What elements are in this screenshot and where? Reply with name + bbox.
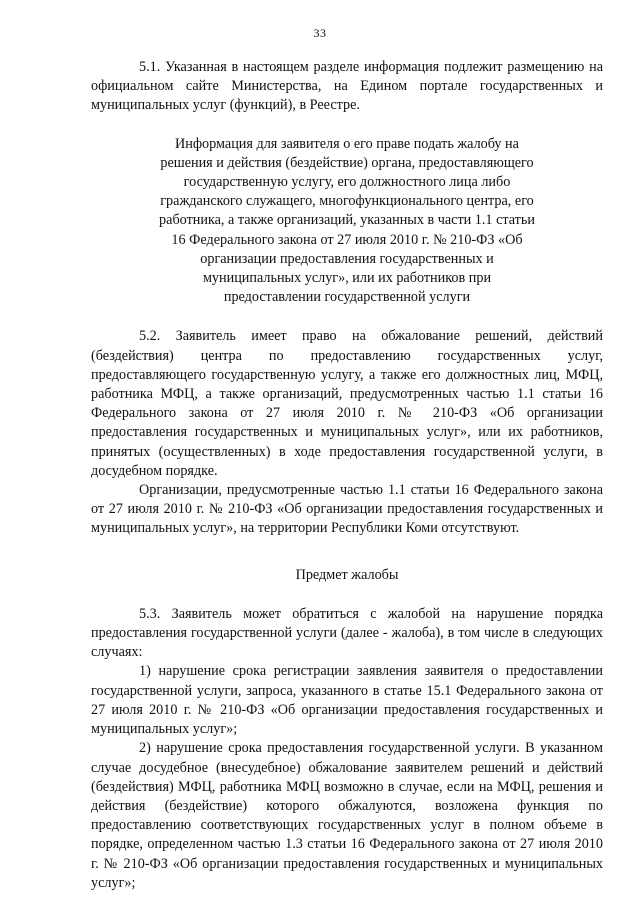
paragraph-5-1: 5.1. Указанная в настоящем разделе информация подлежит размещению на официальном сайте Министерства, на Едином портале государственных и муниципальных услуг (функций), в Реестре. bbox=[91, 59, 603, 114]
section-heading-complaint-subject: Предмет жалобы bbox=[295, 566, 399, 583]
page-number: 33 bbox=[313, 26, 327, 40]
spacer bbox=[91, 307, 603, 327]
paragraph-5-3: 5.3. Заявитель может обратиться с жалобой на нарушение порядка предоставления государственной услуги (далее - жалоба), в том числе в следующих случаях: bbox=[91, 605, 603, 661]
spacer bbox=[91, 539, 603, 566]
section-heading-complaint-right: Информация для заявителя о его праве подать жалобу на решения и действия (бездействие) органа, предоставляющего государственную услугу, его должностного лица либо гражданского служащего, многофункционального центра, его работника, а также организаций, указанных в части 1.1 статьи 16 Федерального закона от 27 июля 2010 г. № 210-ФЗ «Об организации предоставления государственных и муниципальных услуг», или их работников при предоставлении государственной услуги bbox=[159, 135, 535, 306]
spacer bbox=[91, 585, 603, 605]
list-item-2: 2) нарушение срока предоставления государственной услуги. В указанном случае досудебное (внесудебное) обжалование заявителем решений и действий (бездействия) МФЦ, работника МФЦ возможно в случае, если на МФЦ, решения и действия (бездействие) которого обжалуются, возложена функция по предоставлению соответствующих государственных услуг в полном объеме в порядке, определенном частью 1.3 статьи 16 Федерального закона от 27 июля 2010 г. № 210-ФЗ «Об организации предоставления государственных и муниципальных услуг»; bbox=[91, 740, 603, 891]
paragraph-5-2: 5.2. Заявитель имеет право на обжалование решений, действий (бездействия) центра по предоставлению государственных услуг, предоставляющего государственную услугу, а также его должностных лиц, МФЦ, работника МФЦ, а также организаций, предусмотренных частью 1.1 статьи 16 Федерального закона от 27 июля 2010 г. № 210-ФЗ «Об организации предоставления государственных и муниципальных услуг», или их работников, принятых (осуществленных) в ходе предоставления государственной услуги, в досудебном порядке. bbox=[91, 328, 603, 479]
paragraph-organizations: Организации, предусмотренные частью 1.1 статьи 16 Федерального закона от 27 июля 2010 г. № 210-ФЗ «Об организации предоставления государственных и муниципальных услуг», на территории Республики Коми отсутствуют. bbox=[91, 482, 603, 537]
page-content bbox=[91, 58, 603, 893]
spacer bbox=[91, 116, 603, 135]
list-item-1: 1) нарушение срока регистрации заявления заявителя о предоставлении государственной услуги, запроса, указанного в статье 15.1 Федерального закона от 27 июля 2010 г. № 210-ФЗ «Об организации предоставления государственных и муниципальных услуг»; bbox=[91, 663, 603, 738]
